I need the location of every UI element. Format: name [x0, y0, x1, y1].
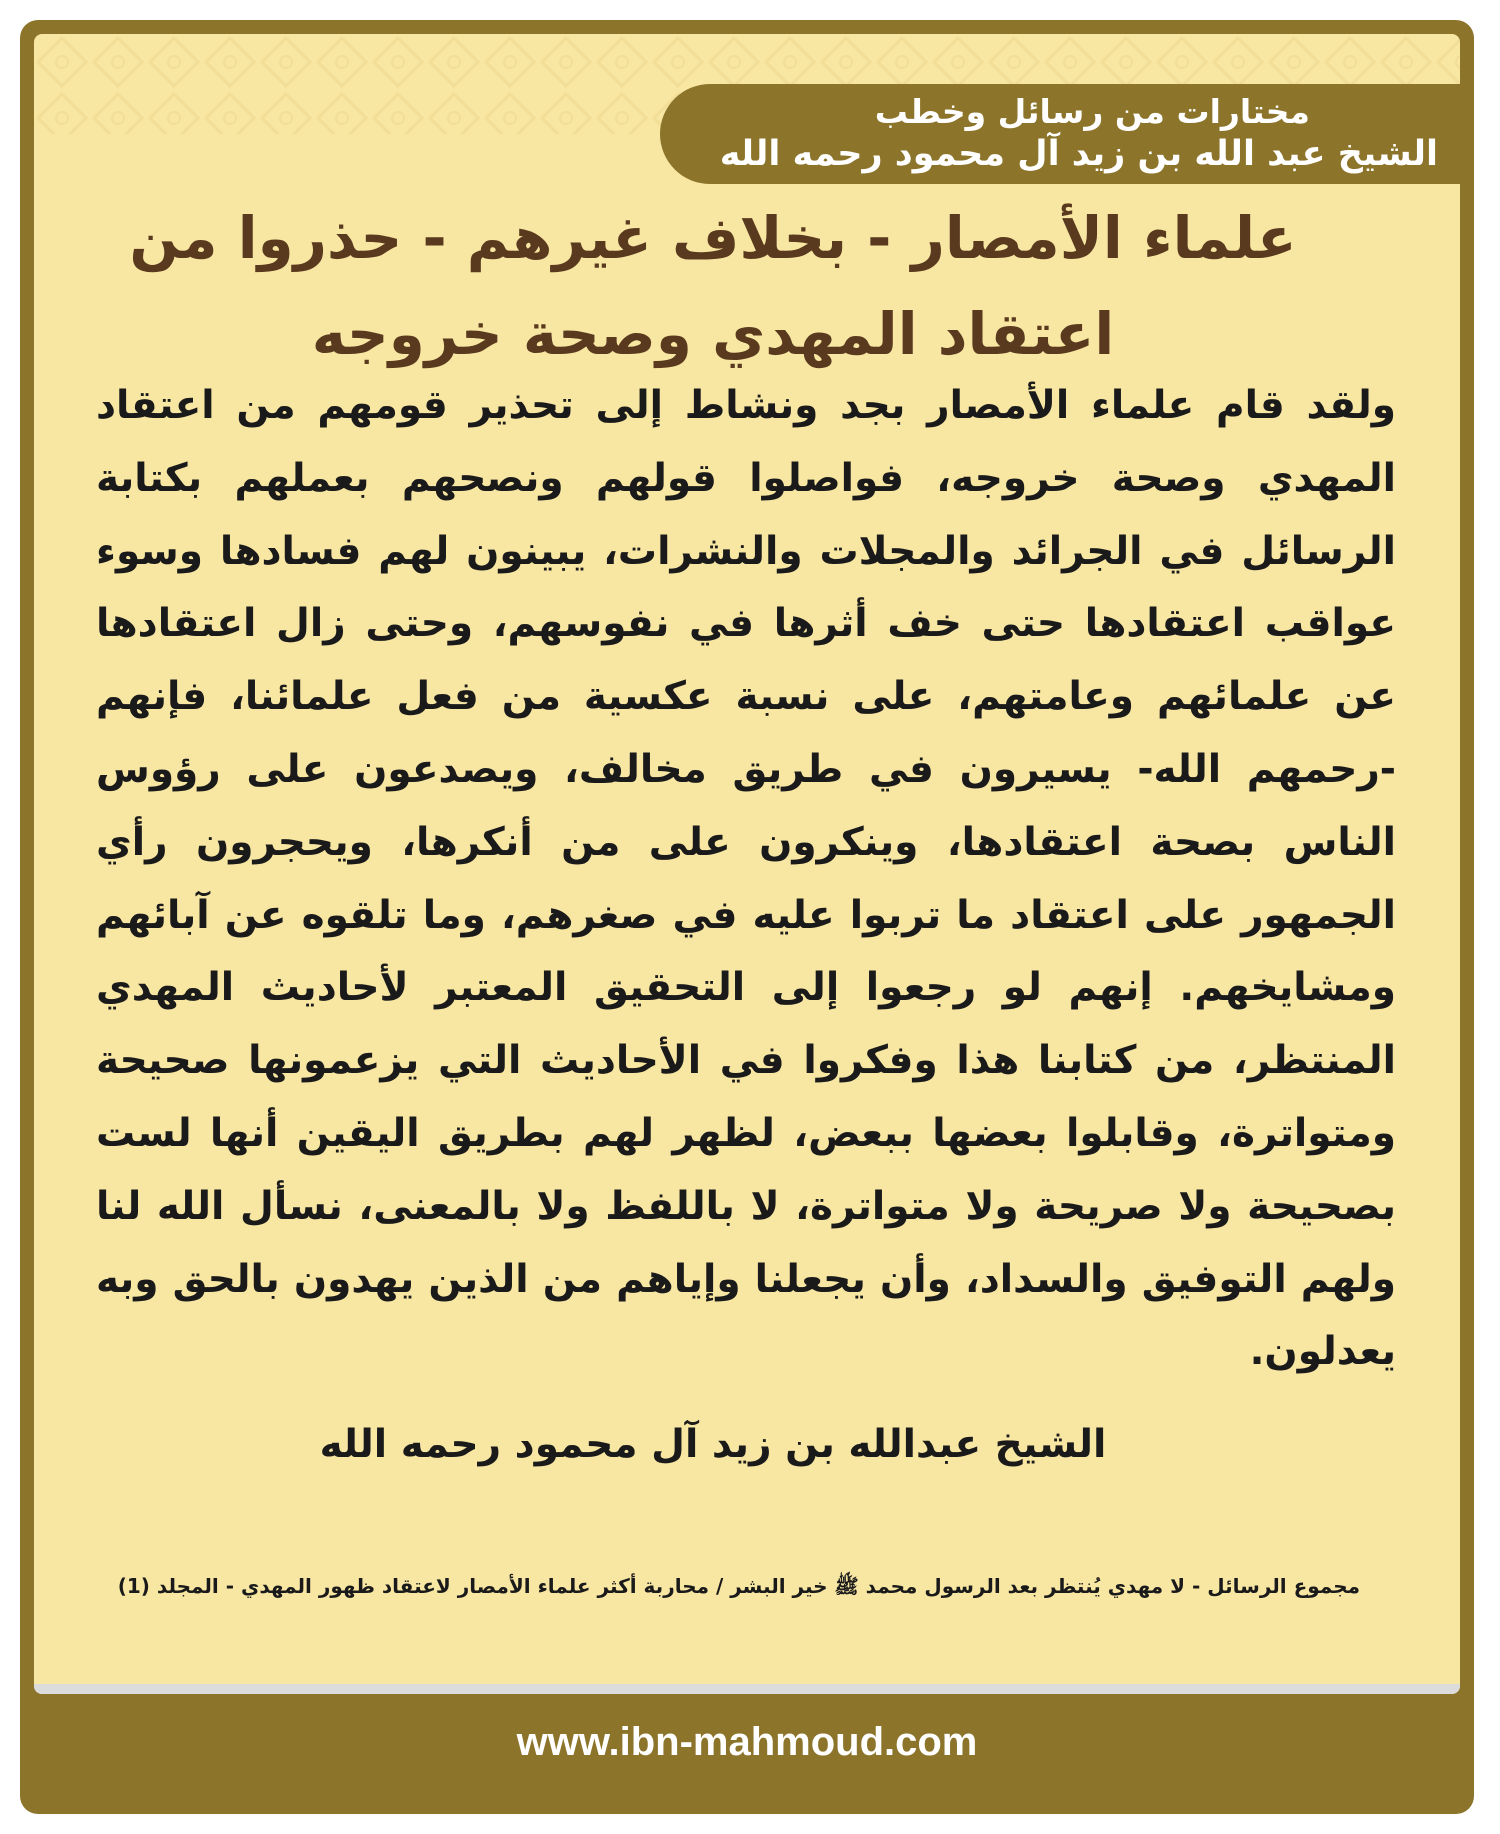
footer-separator: [34, 1684, 1460, 1694]
website-link[interactable]: www.ibn-mahmoud.com: [516, 1720, 978, 1764]
header-author: الشيخ عبد الله بن زيد آل محمود رحمه الله: [719, 134, 1438, 174]
body-paragraph: ولقد قام علماء الأمصار بجد ونشاط إلى تحذير قومهم من اعتقاد المهدي وصحة خروجه، فواصلوا قولهم ونصحهم بعملهم بكتابة الرسائل في الجرائد والمجلات والنشرات، يبينون لهم فسادها وسوء عواقب اعتقادها حتى خف أثرها في نفوسهم، وحتى زال اعتقادها عن علمائهم وعامتهم، على نسبة عكسية من فعل علمائنا، فإنهم -رحمهم الله- يسيرون في طريق مخالف، ويصدعون على رؤوس الناس بصحة اعتقادها، وينكرون على من أنكرها، ويحجرون رأي الجمهور على اعتقاد ما تربوا عليه في صغرهم، وما تلقوه عن آبائهم ومشايخهم. إنهم لو رجعوا إلى التحقيق المعتبر لأحاديث المهدي المنتظر، من كتابنا هذا وفكروا في الأحاديث التي يزعمونها صحيحة ومتواترة، وقابلوا بعضها ببعض، لظهر لهم بطريق اليقين أنها لست بصحيحة ولا صريحة ولا متواترة، لا باللفظ ولا بالمعنى، نسأل الله لنا ولهم التوفيق والسداد، وأن يجعلنا وإياهم من الذين يهدون بالحق وبه يعدلون.: [96, 383, 1396, 1375]
page-title: علماء الأمصار - بخلاف غيرهم - حذروا من اعتقاد المهدي وصحة خروجه: [129, 204, 1297, 368]
header-band: [660, 84, 1460, 184]
source-citation: مجموع الرسائل - لا مهدي يُنتظر بعد الرسول محمد ﷺ خير البشر / محاربة أكثر علماء الأمصار لاعتقاد ظهور المهدي - المجلد (1): [117, 1574, 1360, 1598]
header-series-title: مختارات من رسائل وخطب: [874, 92, 1310, 131]
signature: الشيخ عبدالله بن زيد آل محمود رحمه الله: [319, 1422, 1107, 1467]
